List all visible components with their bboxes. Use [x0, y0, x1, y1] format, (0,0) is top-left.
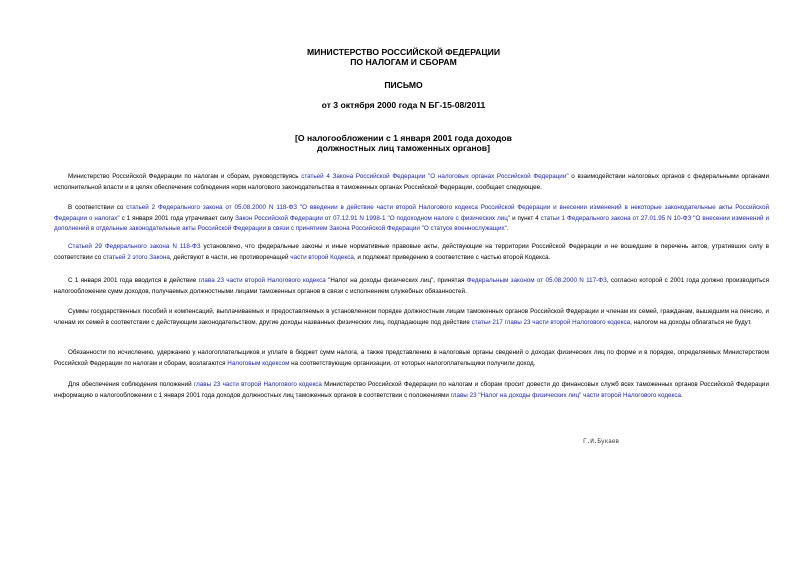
paragraph-text: на соответствующие организации, от которых налогоплательщики получили доход. — [289, 359, 536, 367]
paragraph-text: "Налог на доходы физических лиц", принятая — [325, 277, 467, 284]
paragraph-text: В соответствии со — [68, 204, 127, 211]
document-link[interactable]: Налоговым кодексом — [227, 359, 290, 367]
document-link[interactable]: глава 23 части второй Налогового кодекса — [198, 277, 326, 284]
paragraph-7 — [54, 380, 769, 401]
paragraph-text: Для обеспечения соблюдения положений — [68, 381, 194, 388]
document-link[interactable]: Статьей 29 Федерального закона N 118-ФЗ — [68, 243, 201, 250]
ministry-line-2: ПО НАЛОГАМ И СБОРАМ — [350, 57, 457, 67]
paragraph-text: . — [680, 391, 683, 399]
paragraph-text: Министерство Российской Федерации по налогам и сборам просит довести до финансовых служб всех таможенных органов Российской Федерации информацию о налогообложении с 1 января 2001 года доходов должностных лиц таможенных органов в соответствии с положениями — [54, 381, 769, 399]
document-link[interactable]: главы 23 "Налог на доходы физических лиц" части второй Налогового кодекса — [450, 391, 681, 399]
paragraph-5 — [54, 307, 769, 328]
document-subject-line-1: [О налогообложении с 1 января 2001 года доходов — [295, 133, 512, 143]
paragraph-text: , и подлежат приведению в соответствие с частью второй Кодекса. — [353, 253, 551, 261]
paragraph-text: , действуют в части, не противоречащей — [169, 253, 291, 261]
signature: Г.И.Букаев — [583, 438, 620, 445]
document-link[interactable]: статьей 4 Закона Российской Федерации "О налоговых органах Российской Федерации" — [301, 173, 569, 180]
document-subject-line-2: должностных лиц таможенных органов] — [317, 143, 490, 153]
paragraph-text: Министерство Российской Федерации по налогам и сборам, руководствуясь — [68, 173, 302, 180]
paragraph-1 — [54, 172, 769, 193]
paragraph-text: Обязанности по исчислению, удержанию у налогоплательщиков и уплате в бюджет сумм налога, а также представлению в налоговые органы сведений о доходах физических лиц по форме и в порядке, определяемых Министерством Российской Федерации по налогам и сборам, возлагаются — [54, 349, 769, 367]
paragraph-6 — [54, 348, 769, 369]
paragraph-text: , налогом на доходы облагаться не будут. — [630, 318, 752, 326]
ministry-line-1: МИНИСТЕРСТВО РОССИЙСКОЙ ФЕДЕРАЦИИ — [306, 47, 501, 57]
paragraph-3 — [54, 242, 769, 263]
paragraph-text: Суммы государственных пособий и компенсаций, выплачиваемых и предоставляемых в установленном порядке должностным лицам таможенных органов Российской Федерации и членам их семей, гражданам, вышедшим на пенсию, и членам их семей в соответствии с действующим законодательством, другие доходы названных физических лиц, подпадающие под действие — [54, 308, 769, 326]
paragraph-text: установлено, что федеральные законы и иные нормативные правовые акты, действующие на территории Российской Федерации и не вошедшие в перечень актов, утративших силу в соответствии со — [54, 243, 769, 261]
paragraph-4 — [54, 276, 769, 297]
document-date-number: от 3 октября 2000 года N БГ-15-08/2011 — [321, 100, 486, 110]
document-link[interactable]: статьей 2 этого Закона — [102, 253, 170, 261]
document-type: ПИСЬМО — [384, 80, 423, 90]
paragraph-text: с 1 января 2001 года утрачивает силу — [119, 214, 236, 222]
paragraph-text: . — [506, 225, 509, 232]
document-link[interactable]: Закон Российской Федерации от 07.12.91 N 1998-1 "О подоходном налоге с физических лиц" — [235, 214, 511, 222]
document-link[interactable]: статьи 1 Федерального закона от 27.01.95 N 10-ФЗ "О внесении изменений и дополнений в отдельные законодательные акты Российской Федерации в связи с принятием Закона Российской Федерации "О статусе военнослужащих" — [54, 214, 769, 232]
document-link[interactable]: части второй Кодекса — [290, 253, 354, 261]
paragraph-text: о взаимодействии налоговых органов с федеральными органами исполнительной власти и в целях обеспечения соблюдения норм налогового законодательства в таможенных органах Российской Федерации, сообщает следующее. — [54, 173, 769, 191]
document-link[interactable]: главы 23 части второй Налогового кодекса — [193, 381, 322, 388]
document-link[interactable]: статьи 217 главы 23 части второй Налогового кодекса — [471, 318, 631, 326]
document-link[interactable]: Федеральным законом от 05.08.2000 N 117-ФЗ — [466, 277, 607, 284]
paragraph-text: С 1 января 2001 года вводится в действие — [68, 277, 199, 284]
paragraph-text: и пункт 4 — [510, 214, 541, 222]
paragraph-text: , согласно которой с 2001 года должно производиться налогообложение сумм доходов, получаемых должностными лицами таможенных органов в связи с исполнением служебных обязанностей. — [54, 277, 769, 295]
paragraph-2 — [54, 203, 769, 235]
document-link[interactable]: статьей 2 Федерального закона от 05.08.2000 N 118-ФЗ "О введении в действие части второй Налогового кодекса Российской Федерации и внесении изменений в некоторые законодательные акты Российской Федерации о налогах" — [54, 204, 769, 222]
